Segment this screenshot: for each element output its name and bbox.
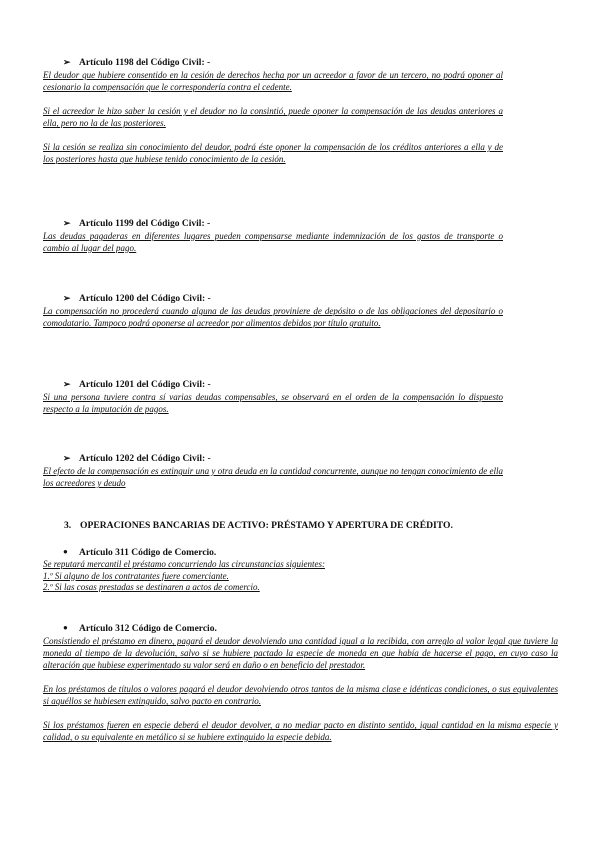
article-paragraph: El deudor que hubiere consentido en la cesión de derechos hecha por un acreedor a favor de un tercero, no podrá oponer al cesionario la compensación que le correspondería contra el cedente. — [43, 70, 503, 92]
arrow-bullet-icon: ➢ — [63, 379, 71, 389]
article-1198 — [43, 56, 503, 165]
arrow-bullet-icon: ➢ — [63, 218, 71, 228]
arrow-bullet-icon: ➢ — [63, 293, 71, 303]
arrow-bullet-icon: ➢ — [63, 57, 71, 67]
article-paragraph: Si la cesión se realiza sin conocimiento del deudor, podrá éste oponer la compensación de los créditos anteriores a ella y de los posteriores hasta que hubiese tenido conocimiento de la cesión. — [43, 142, 503, 164]
article-paragraph: Consistiendo el préstamo en dinero, pagará el deudor devolviendo una cantidad igual a la recibida, con arreglo al valor legal que tuviere la moneda al tiempo de la devolución, salvo si se hubiere pactado la especie de moneda en que había de hacerse el pago, en cuyo caso la alteración que hubiese experimentado su valor será en daño o en beneficio del prestador. — [43, 636, 558, 670]
bullet-icon: ● — [63, 547, 68, 556]
article-heading: ➢ Artículo 1198 del Código Civil: - — [63, 57, 211, 68]
article-line: 2.º Si las cosas prestadas se destinaren a actos de comercio. — [43, 582, 260, 592]
article-heading: ➢ Artículo 1202 del Código Civil: - — [63, 453, 211, 464]
article-1200 — [43, 292, 503, 329]
article-heading: ● Artículo 312 Código de Comercio. — [63, 623, 217, 634]
article-line: Se reputará mercantil el préstamo concurriendo las circunstancias siguientes: — [43, 559, 325, 569]
article-paragraph: Si los préstamos fueren en especie deberá el deudor devolver, a no mediar pacto en distinto sentido, igual cantidad en la misma especie y calidad, o su equivalente en metálico si se hubiere extinguido la especie debida. — [43, 720, 558, 742]
article-paragraph: El efecto de la compensación es extinguir una y otra deuda en la cantidad concurrente, aunque no tengan conocimiento de ella los acreedores y deudo — [43, 466, 503, 488]
article-312 — [43, 622, 558, 743]
article-1202 — [43, 452, 503, 489]
article-heading: ➢ Artículo 1201 del Código Civil: - — [63, 379, 211, 390]
article-paragraph: En los préstamos de títulos o valores pagará el deudor devolviendo otros tantos de la misma clase e idénticas condiciones, o sus equivalentes si aquéllos se hubiesen extinguido, salvo pacto en contrario. — [43, 684, 558, 706]
article-heading: ● Artículo 311 Código de Comercio. — [63, 547, 217, 558]
article-paragraph: Si una persona tuviere contra sí varias deudas compensables, se observará en el orden de la compensación lo dispuesto respecto a la imputación de pagos. — [43, 392, 503, 414]
article-line: 1.º Si alguno de los contratantes fuere comerciante. — [43, 570, 229, 581]
article-paragraph: Si el acreedor le hizo saber la cesión y el deudor no la consintió, puede oponer la compensación de las deudas anteriores a ella, pero no la de las posteriores. — [43, 106, 503, 128]
section-heading: 3. OPERACIONES BANCARIAS DE ACTIVO: PRÉSTAMO Y APERTURA DE CRÉDITO. — [64, 520, 453, 531]
article-1201 — [43, 378, 503, 415]
arrow-bullet-icon: ➢ — [63, 453, 71, 463]
article-311 — [43, 546, 558, 594]
bullet-icon: ● — [63, 623, 68, 632]
article-1199 — [43, 217, 503, 254]
article-paragraph: La compensación no procederá cuando alguna de las deudas proviniere de depósito o de las obligaciones del depositario o comodatario. Tampoco podrá oponerse al acreedor por alimentos debidos por título gratuito. — [43, 306, 503, 328]
article-paragraph: Las deudas pagaderas en diferentes lugares pueden compensarse mediante indemnización de los gastos de transporte o cambio al lugar del pago. — [43, 231, 503, 253]
article-heading: ➢ Artículo 1200 del Código Civil: - — [63, 293, 211, 304]
article-heading: ➢ Artículo 1199 del Código Civil: - — [63, 218, 211, 229]
